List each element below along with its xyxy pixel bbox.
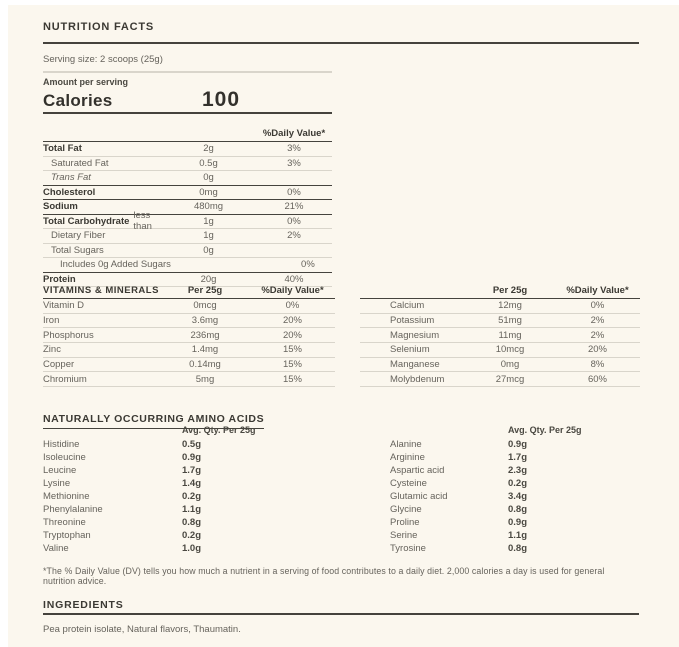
- list-item: [390, 464, 640, 477]
- row-daily-value: 3%: [287, 157, 301, 169]
- vitamins-right-body: [360, 299, 640, 387]
- list-item: [43, 529, 333, 542]
- row-label: Glycine: [390, 504, 422, 515]
- calories-value: 100: [202, 88, 241, 111]
- vitamins-table-left: [43, 283, 335, 387]
- row-label: Cholesterol: [43, 186, 96, 198]
- table-row: [43, 171, 332, 186]
- row-daily-value: 20%: [282, 315, 302, 327]
- row-daily-value: 3%: [287, 143, 301, 155]
- row-value: 0.8g: [182, 517, 202, 528]
- row-amount: 0mcg: [193, 300, 217, 312]
- serving-rule: [43, 71, 332, 73]
- row-amount: 0.14mg: [189, 359, 221, 371]
- row-amount: 5mg: [195, 373, 215, 385]
- row-value: 1.1g: [508, 530, 528, 541]
- row-daily-value: 0%: [287, 215, 301, 227]
- row-label: Tyrosine: [390, 543, 426, 554]
- row-amount: 0mg: [199, 186, 218, 198]
- row-value: 2.3g: [508, 465, 528, 476]
- row-label: Sodium: [43, 201, 78, 213]
- ingredients-text: Pea protein isolate, Natural flavors, Thaumatin.: [43, 624, 241, 635]
- row-label: Total Carbohydrate: [43, 215, 130, 227]
- qty-header: Avg. Qty. Per 25g: [508, 425, 582, 435]
- row-daily-value: 2%: [287, 230, 301, 242]
- row-daily-value: 8%: [590, 359, 605, 371]
- row-label: Total Fat: [43, 143, 82, 155]
- row-amount: 480mg: [193, 201, 224, 213]
- row-label: Threonine: [43, 517, 86, 528]
- row-value: 0.8g: [508, 504, 528, 515]
- ingredients-rule: [43, 613, 639, 615]
- daily-value-header: %Daily Value*: [566, 285, 629, 296]
- page-left-margin: [0, 0, 8, 647]
- list-item: [390, 529, 640, 542]
- facts-table-header: [43, 126, 332, 142]
- row-label: Lysine: [43, 478, 71, 489]
- row-label: Calcium: [390, 300, 425, 312]
- row-value: 1.4g: [182, 478, 202, 489]
- row-label: Cysteine: [390, 478, 427, 489]
- row-amount: 1g: [203, 230, 214, 242]
- table-row: [43, 372, 335, 387]
- row-amount: 0mg: [500, 359, 520, 371]
- table-row: [360, 343, 640, 358]
- row-daily-value: 40%: [284, 273, 304, 285]
- row-label: Serine: [390, 530, 418, 541]
- row-label: Histidine: [43, 439, 80, 450]
- row-label-suffix: less than: [133, 210, 152, 233]
- row-daily-value: 0%: [287, 186, 301, 198]
- row-label: Iron: [43, 315, 60, 327]
- amino-qty-header-right: [390, 425, 640, 438]
- list-item: [43, 477, 333, 490]
- row-label: Vitamin D: [43, 300, 85, 312]
- row-label: Zinc: [43, 344, 61, 356]
- qty-header: Avg. Qty. Per 25g: [182, 425, 256, 435]
- row-value: 3.4g: [508, 491, 528, 502]
- table-row: [43, 358, 335, 373]
- row-value: 0.2g: [182, 491, 202, 502]
- row-value: 0.9g: [182, 452, 202, 463]
- row-amount: 0.5g: [199, 157, 218, 169]
- row-daily-value: 0%: [301, 259, 315, 271]
- row-value: 1.1g: [182, 504, 202, 515]
- row-label: Trans Fat: [51, 172, 91, 184]
- list-item: [43, 542, 333, 555]
- list-item: [390, 451, 640, 464]
- row-label: Copper: [43, 359, 75, 371]
- row-value: 0.8g: [508, 543, 528, 554]
- row-label: Proline: [390, 517, 420, 528]
- daily-value-header: %Daily Value*: [262, 128, 326, 139]
- daily-value-header: %Daily Value*: [261, 285, 324, 296]
- row-daily-value: 2%: [590, 329, 605, 341]
- nutrition-facts-title: NUTRITION FACTS: [43, 21, 154, 33]
- row-label: Isoleucine: [43, 452, 86, 463]
- row-amount: 0g: [203, 172, 214, 184]
- list-item: [43, 438, 333, 451]
- list-item: [43, 490, 333, 503]
- row-label: Methionine: [43, 491, 90, 502]
- row-value: 0.9g: [508, 439, 528, 450]
- row-label: Saturated Fat: [51, 157, 109, 169]
- calories-rule: [43, 112, 332, 114]
- row-daily-value: 21%: [284, 201, 304, 213]
- amino-table-left: [43, 425, 333, 555]
- table-row: [360, 372, 640, 387]
- row-daily-value: 20%: [587, 344, 607, 356]
- row-label: Chromium: [43, 373, 87, 385]
- list-item: [43, 451, 333, 464]
- table-row: [43, 157, 332, 172]
- row-amount: 0g: [203, 244, 214, 256]
- list-item: [390, 503, 640, 516]
- daily-value-footnote: *The % Daily Value (DV) tells you how much a nutrient in a serving of food contributes to a daily diet. 2,000 calories a day is used for general nutrition advice.: [43, 566, 605, 586]
- table-row: [43, 258, 332, 273]
- table-row: [43, 314, 335, 329]
- row-amount: 1.4mg: [191, 344, 219, 356]
- row-label: Dietary Fiber: [51, 230, 106, 242]
- amino-left-body: [43, 438, 333, 555]
- amino-table-right: [390, 425, 640, 555]
- row-label: Aspartic acid: [390, 465, 445, 476]
- row-daily-value: 60%: [587, 373, 607, 385]
- table-row: [43, 299, 335, 314]
- table-row: [43, 328, 335, 343]
- row-amount: 1g: [203, 215, 214, 227]
- page-top-margin: [0, 0, 679, 5]
- row-label: Manganese: [390, 359, 440, 371]
- nutrition-facts-table: [43, 126, 332, 287]
- vitamins-table-right: [360, 283, 640, 387]
- title-rule: [43, 42, 639, 44]
- amino-acids-title: NATURALLY OCCURRING AMINO ACIDS: [43, 413, 264, 429]
- row-label: Glutamic acid: [390, 491, 448, 502]
- row-amount: 11mg: [498, 329, 522, 341]
- row-value: 0.9g: [508, 517, 528, 528]
- table-row: [43, 343, 335, 358]
- row-label: Tryptophan: [43, 530, 91, 541]
- vitamins-header: [43, 283, 335, 299]
- row-amount: 12mg: [498, 300, 522, 312]
- row-label: Phenylalanine: [43, 504, 103, 515]
- row-value: 0.2g: [182, 530, 202, 541]
- row-value: 1.0g: [182, 543, 202, 554]
- row-amount: 51mg: [498, 315, 522, 327]
- row-label: Valine: [43, 543, 69, 554]
- row-label: Protein: [43, 273, 76, 285]
- row-label: Magnesium: [390, 329, 440, 341]
- row-value: 0.5g: [182, 439, 202, 450]
- ingredients-title: INGREDIENTS: [43, 599, 124, 611]
- serving-size: Serving size: 2 scoops (25g): [43, 54, 163, 65]
- list-item: [43, 516, 333, 529]
- row-label: Alanine: [390, 439, 422, 450]
- table-row: [43, 244, 332, 259]
- vitamins-header-right: [360, 283, 640, 299]
- row-daily-value: 0%: [285, 300, 300, 312]
- row-daily-value: 15%: [282, 359, 302, 371]
- amount-per-serving-label: Amount per serving: [43, 77, 129, 87]
- row-amount: 27mcg: [495, 373, 525, 385]
- row-label: Includes 0g Added Sugars: [60, 259, 171, 271]
- table-row: [43, 210, 332, 233]
- list-item: [390, 477, 640, 490]
- row-amount: 10mcg: [495, 344, 525, 356]
- row-daily-value: 15%: [282, 344, 302, 356]
- row-amount: 2g: [203, 143, 214, 155]
- table-row: [43, 229, 332, 244]
- row-amount: 236mg: [190, 329, 220, 341]
- row-daily-value: 0%: [590, 300, 605, 312]
- list-item: [390, 542, 640, 555]
- row-label: Total Sugars: [51, 244, 104, 256]
- row-value: 0.2g: [508, 478, 528, 489]
- list-item: [390, 490, 640, 503]
- vitamins-left-body: [43, 299, 335, 387]
- row-daily-value: 20%: [282, 329, 302, 341]
- table-row: [360, 314, 640, 329]
- table-row: [360, 299, 640, 314]
- table-row: [360, 358, 640, 373]
- row-amount: 3.6mg: [191, 315, 219, 327]
- amino-right-body: [390, 438, 640, 555]
- row-daily-value: 2%: [590, 315, 605, 327]
- table-row: [43, 200, 332, 215]
- vitamins-title: VITAMINS & MINERALS: [43, 285, 159, 296]
- table-row: [43, 186, 332, 201]
- facts-table-body: [43, 142, 332, 287]
- list-item: [390, 438, 640, 451]
- row-label: Phosphorus: [43, 329, 94, 341]
- row-daily-value: 15%: [282, 373, 302, 385]
- row-label: Molybdenum: [390, 373, 445, 385]
- row-label: Leucine: [43, 465, 77, 476]
- per-25g-header: Per 25g: [187, 285, 223, 296]
- calories-label: Calories: [43, 91, 113, 110]
- header-spacer: [390, 425, 508, 438]
- row-value: 1.7g: [182, 465, 202, 476]
- list-item: [390, 516, 640, 529]
- row-amount: 20g: [200, 273, 217, 285]
- row-label: Potassium: [390, 315, 435, 327]
- table-row: [43, 142, 332, 157]
- list-item: [43, 503, 333, 516]
- row-label: Arginine: [390, 452, 425, 463]
- per-25g-header: Per 25g: [492, 285, 528, 296]
- header-spacer: [43, 425, 182, 438]
- amino-qty-header-left: [43, 425, 333, 438]
- row-label: Selenium: [390, 344, 430, 356]
- row-value: 1.7g: [508, 452, 528, 463]
- list-item: [43, 464, 333, 477]
- table-row: [360, 328, 640, 343]
